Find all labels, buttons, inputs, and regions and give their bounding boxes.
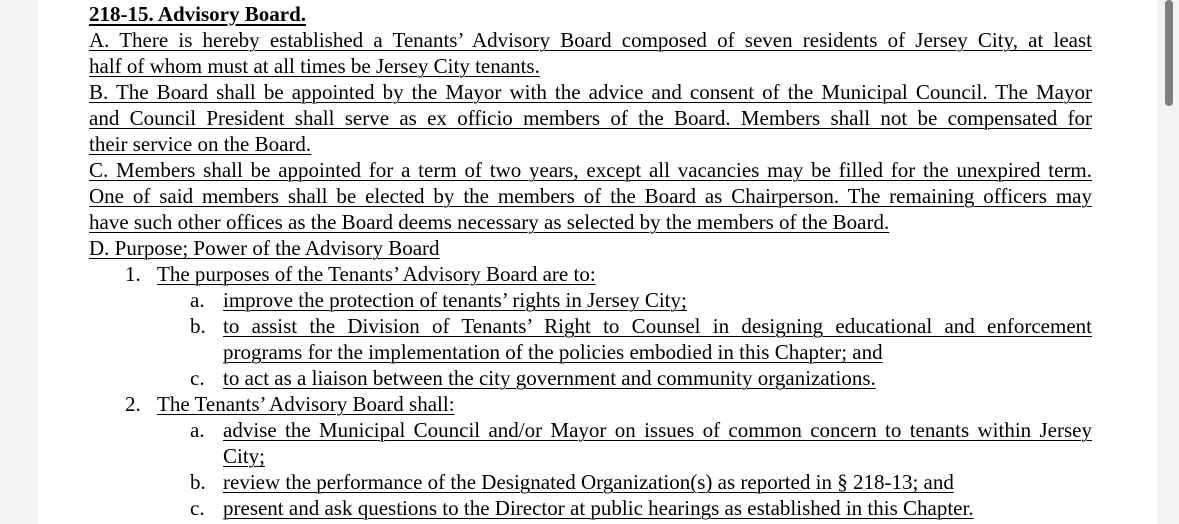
paragraph-d: [89, 235, 1092, 521]
sub-item-text: advise the Municipal Council and/or Mayor on issues of common concern to tenants within Jersey: [223, 418, 1092, 442]
sub-item-letter: b.: [190, 314, 206, 338]
ordinance-text: [89, 1, 1092, 521]
scrollbar-thumb[interactable]: [1165, 0, 1173, 106]
sub-item-text: present and ask questions to the Director at public hearings as established in this Chapter.: [223, 496, 974, 520]
sub-item-text: to act as a liaison between the city government and community organizations.: [223, 366, 876, 390]
sub-item-text: improve the protection of tenants’ rights in Jersey City;: [223, 288, 687, 312]
sub-item-letter: a.: [190, 288, 205, 312]
paragraph-b-line-3: their service on the Board.: [89, 132, 312, 156]
sub-item-text-continued: programs for the implementation of the policies embodied in this Chapter; and: [223, 340, 883, 364]
paragraph-d-title: D. Purpose; Power of the Advisory Board: [89, 236, 440, 260]
paragraph-b-line-1: B. The Board shall be appointed by the Mayor with the advice and consent of the Municipal Council. The Mayor: [89, 80, 1092, 104]
paragraph-c-line-2: One of said members shall be elected by the members of the Board as Chairperson. The remaining officers may: [89, 184, 1092, 208]
sub-item-2a: [89, 417, 1092, 469]
sub-item-letter: c.: [190, 366, 205, 390]
paragraph-b: [89, 79, 1092, 157]
list-item-2: [89, 391, 1092, 417]
sub-item-text-continued: City;: [223, 444, 266, 468]
paragraph-c: [89, 157, 1092, 235]
paragraph-b-line-2: and Council President shall serve as ex officio members of the Board. Members shall not be compensated for: [89, 106, 1092, 130]
paragraph-a-line-1: A. There is hereby established a Tenants’ Advisory Board composed of seven residents of Jersey City, at least: [89, 28, 1092, 52]
scrollbar-track[interactable]: [1157, 0, 1179, 524]
section-heading: 218-15. Advisory Board.: [89, 2, 307, 26]
sub-item-letter: b.: [190, 470, 206, 494]
list-item-number: 2.: [125, 392, 141, 416]
sub-item-2b: [89, 469, 1092, 495]
list-item-text: The Tenants’ Advisory Board shall:: [157, 392, 455, 416]
list-item-1: [89, 261, 1092, 287]
sub-item-text: to assist the Division of Tenants’ Right to Counsel in designing educational and enforcement: [223, 314, 1092, 338]
paragraph-a-line-2: half of whom must at all times be Jersey City tenants.: [89, 54, 540, 78]
left-gutter: [0, 0, 38, 524]
list-item-text: The purposes of the Tenants’ Advisory Board are to:: [157, 262, 596, 286]
sub-item-text: review the performance of the Designated Organization(s) as reported in § 218-13; and: [223, 470, 954, 494]
paragraph-a: [89, 27, 1092, 79]
sub-item-1c: [89, 365, 1092, 391]
paragraph-c-line-1: C. Members shall be appointed for a term of two years, except all vacancies may be filled for the unexpired term.: [89, 158, 1092, 182]
sub-item-1a: [89, 287, 1092, 313]
paragraph-c-line-3: have such other offices as the Board deems necessary as selected by the members of the Board.: [89, 210, 890, 234]
sub-item-2c: [89, 495, 1092, 521]
sub-item-1b: [89, 313, 1092, 365]
sub-item-letter: a.: [190, 418, 205, 442]
list-item-number: 1.: [125, 262, 141, 286]
sub-item-letter: c.: [190, 496, 205, 520]
